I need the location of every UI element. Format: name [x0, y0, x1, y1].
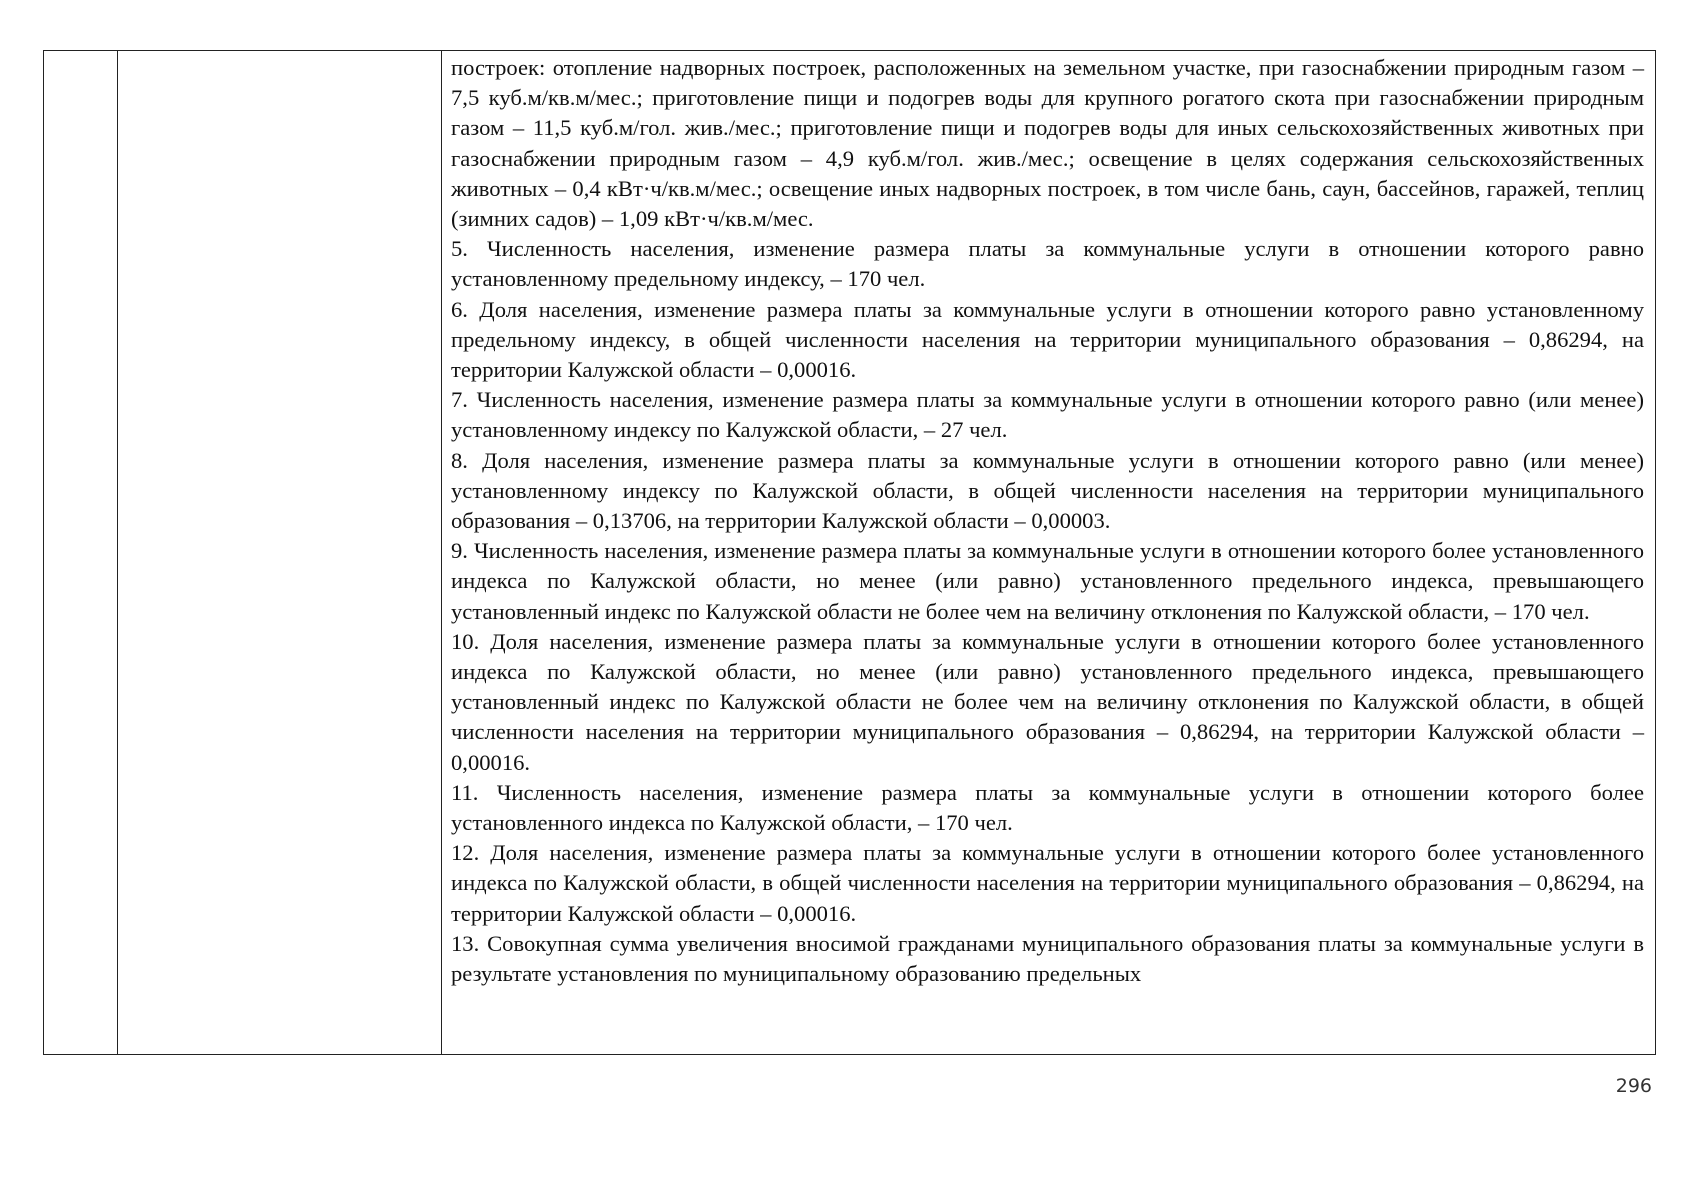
paragraph-11: 11. Численность населения, изменение размера платы за коммунальные услуги в отношении которого более установленного индекса по Калужской области, – 170 чел.	[451, 779, 1644, 836]
paragraph-6: 6. Доля населения, изменение размера платы за коммунальные услуги в отношении которого равно установленному предельному индексу, в общей численности населения на территории муниципального образования – 0,86294, на территории Калужской области – 0,00016.	[451, 296, 1644, 383]
paragraph-10: 10. Доля населения, изменение размера платы за коммунальные услуги в отношении которого более установленного индекса по Калужской области, но менее (или равно) установленного предельного индекса, превышающего установленный индекс по Калужской области не более чем на величину отклонения по Калужской области, в общей численности населения на территории муниципального образования – 0,86294, на территории Калужской области – 0,00016.	[451, 628, 1644, 775]
paragraph-9: 9. Численность населения, изменение размера платы за коммунальные услуги в отношении которого более установленного индекса по Калужской области, но менее (или равно) установленного предельного индекса, превышающего установленный индекс по Калужской области не более чем на величину отклонения по Калужской области, – 170 чел.	[451, 538, 1644, 624]
paragraph-7: 7. Численность населения, изменение размера платы за коммунальные услуги в отношении которого равно (или менее) установленному индексу по Калужской области, – 27 чел.	[451, 387, 1644, 443]
table-column-title	[118, 51, 442, 1054]
document-table	[43, 50, 1656, 1055]
table-column-number	[44, 51, 118, 1054]
paragraph-5: 5. Численность населения, изменение размера платы за коммунальные услуги в отношении которого равно установленному предельному индексу, – 170 чел.	[451, 236, 1644, 292]
paragraph-outbuildings-norms: построек: отопление надворных построек, расположенных на земельном участке, при газоснабжении природным газом – 7,5 куб.м/кв.м/мес.; приготовление пищи и подогрев воды для крупного рогатого скота при газоснабжении природным газом – 11,5 куб.м/гол. жив./мес.; приготовление пищи и подогрев воды для иных сельскохозяйственных животных при газоснабжении природным газом – 4,9 куб.м/гол. жив./мес.; освещение в целях содержания сельскохозяйственных животных – 0,4 кВт·ч/кв.м/мес.; освещение иных надворных построек, в том числе бань, саун, бассейнов, гаражей, теплиц (зимних садов) – 1,09 кВт·ч/кв.м/мес.	[451, 55, 1644, 232]
table-column-content	[442, 51, 1655, 1054]
paragraph-13: 13. Совокупная сумма увеличения вносимой гражданами муниципального образования платы за коммунальные услуги в результате установления по муниципальному образованию предельных	[451, 930, 1644, 987]
paragraph-8: 8. Доля населения, изменение размера платы за коммунальные услуги в отношении которого равно (или менее) установленному индексу по Калужской области, в общей численности населения на территории муниципального образования – 0,13706, на территории Калужской области – 0,00003.	[451, 447, 1644, 534]
page-number: 296	[1615, 1075, 1652, 1097]
paragraph-12: 12. Доля населения, изменение размера платы за коммунальные услуги в отношении которого более установленного индекса по Калужской области, в общей численности населения на территории муниципального образования – 0,86294, на территории Калужской области – 0,00016.	[451, 840, 1644, 926]
